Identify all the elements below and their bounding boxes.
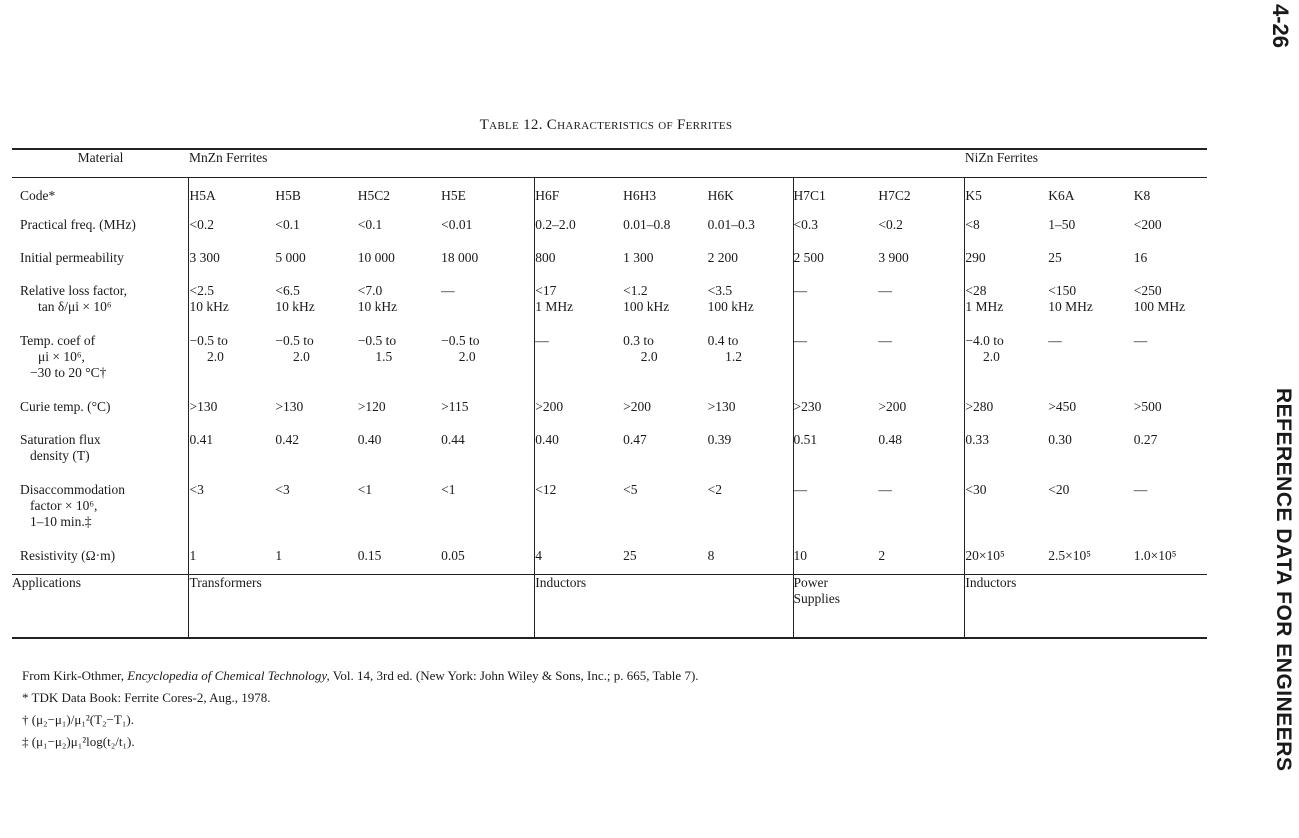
cell-freq-col5: [535, 211, 623, 244]
cell-loss-col9: [878, 277, 964, 327]
cell-tempcoef-col4: [441, 327, 535, 393]
cell-loss-col8: —: [793, 282, 807, 298]
cell-loss-col2: [275, 277, 357, 327]
row-label-loss-line2: tan δ/μi × 10⁶: [38, 298, 112, 314]
running-side-title: REFERENCE DATA FOR ENGINEERS: [1272, 388, 1295, 772]
cell-code-col2: H5B: [275, 188, 301, 203]
cell-curie-col4: >115: [441, 398, 469, 414]
cell-tempcoef-col7-line2: 1.2: [725, 348, 743, 364]
cell-freq-col4: [441, 211, 535, 244]
table-title: [0, 117, 1212, 134]
cell-curie-col11: [1048, 393, 1133, 426]
cell-perm-col11: 25: [1048, 249, 1062, 265]
cell-perm-col11: [1048, 244, 1133, 277]
row-label-tempcoef: [12, 327, 189, 393]
cell-loss-col10-line2: 1 MHz: [965, 298, 1004, 314]
cell-resist-col10: [965, 542, 1048, 575]
ferrite-characteristics-table: [12, 148, 1207, 639]
cell-curie-col5: >200: [535, 398, 564, 414]
row-label-satflux: [12, 426, 189, 476]
cell-curie-col3: [358, 393, 441, 426]
row-loss: [12, 277, 1207, 327]
row-label-freq: [12, 211, 189, 244]
cell-resist-col11: 2.5×10⁵: [1048, 547, 1091, 563]
row-label-resist-line1: Resistivity (Ω·m): [20, 547, 116, 563]
cell-resist-col6: 25: [623, 547, 637, 563]
cell-code-col4: H5E: [441, 188, 466, 203]
cell-freq-col12: [1134, 211, 1207, 244]
cell-code-col1: H5A: [189, 188, 216, 203]
cell-perm-col4: [441, 244, 535, 277]
cell-tempcoef-col8: [793, 327, 878, 393]
cell-freq-col7: [708, 211, 793, 244]
cell-curie-col4: [441, 393, 535, 426]
row-label-perm: [12, 244, 189, 277]
source-suffix: Vol. 14, 3rd ed. (New York: John Wiley & Sons, Inc.; p. 665, Table 7).: [329, 668, 699, 683]
cell-freq-col11: [1048, 211, 1133, 244]
cell-code-col4: [441, 178, 535, 211]
applications-inductors-nizn: Inductors: [965, 575, 1207, 639]
cell-resist-col2: 1: [275, 547, 283, 563]
cell-code-col12: K8: [1133, 188, 1151, 203]
cell-disacc-col11: [1048, 476, 1133, 542]
cell-disacc-col12: —: [1133, 481, 1148, 497]
cell-tempcoef-col10: [965, 327, 1048, 393]
cell-loss-col5: <17: [535, 282, 557, 298]
cell-loss-col12: [1134, 277, 1207, 327]
cell-code-col2: [275, 178, 357, 211]
cell-disacc-col10: [965, 476, 1048, 542]
footnote-star: * TDK Data Book: Ferrite Cores-2, Aug., 1978.: [22, 690, 271, 705]
cell-freq-col1: <0.2: [189, 216, 214, 232]
cell-disacc-col4: <1: [441, 481, 456, 497]
cell-code-col12: [1134, 178, 1207, 211]
cell-disacc-col6: <5: [623, 481, 638, 497]
cell-perm-col2: [275, 244, 357, 277]
cell-perm-col5: 800: [535, 249, 556, 265]
row-label-loss-line1: Relative loss factor,: [20, 282, 128, 298]
row-label-curie: [12, 393, 189, 426]
cell-freq-col3: [358, 211, 441, 244]
footnote-source: [22, 665, 699, 687]
cell-satflux-col5: 0.40: [535, 431, 559, 447]
cell-tempcoef-col6: 0.3 to: [623, 332, 654, 348]
row-freq: [12, 211, 1207, 244]
cell-code-col3: [358, 178, 441, 211]
cell-code-col3: H5C2: [357, 188, 391, 203]
cell-loss-col9: —: [878, 282, 892, 298]
cell-tempcoef-col3: −0.5 to: [357, 332, 397, 348]
cell-resist-col9: [878, 542, 964, 575]
row-resist: [12, 542, 1207, 575]
cell-code-col5: H6F: [535, 188, 560, 203]
cell-satflux-col3: [358, 426, 441, 476]
cell-freq-col8: [793, 211, 878, 244]
cell-resist-col7: [708, 542, 793, 575]
row-label-code-line1: Code*: [20, 188, 56, 203]
cell-perm-col3: 10 000: [357, 249, 395, 265]
cell-resist-col5: [535, 542, 623, 575]
applications-label: Applications: [12, 575, 189, 639]
cell-curie-col8: >230: [793, 398, 822, 414]
cell-freq-col2: [275, 211, 357, 244]
cell-resist-col5: 4: [535, 547, 542, 563]
cell-tempcoef-col5: [535, 327, 623, 393]
cell-perm-col12: [1134, 244, 1207, 277]
cell-resist-col4: [441, 542, 535, 575]
cell-satflux-col10: 0.33: [965, 431, 990, 447]
cell-curie-col2: >130: [275, 398, 304, 414]
cell-tempcoef-col7: [708, 327, 793, 393]
cell-loss-col6: <1.2: [623, 282, 648, 298]
cell-loss-col1: [189, 277, 275, 327]
cell-tempcoef-col2: −0.5 to: [275, 332, 314, 348]
row-perm: [12, 244, 1207, 277]
cell-satflux-col11: [1048, 426, 1133, 476]
cell-satflux-col7: 0.39: [707, 431, 732, 447]
cell-freq-col12: <200: [1133, 216, 1162, 232]
cell-tempcoef-col10: −4.0 to: [965, 332, 1004, 348]
cell-curie-col10: >280: [965, 398, 994, 414]
row-label-disacc-line3: 1–10 min.‡: [30, 513, 92, 529]
cell-loss-col2-line2: 10 kHz: [275, 298, 315, 314]
cell-loss-col11-line2: 10 MHz: [1048, 298, 1093, 314]
cell-perm-col1: 3 300: [189, 249, 220, 265]
cell-satflux-col1: 0.41: [189, 431, 214, 447]
header-nizn-ferrites: NiZn Ferrites: [965, 149, 1207, 178]
row-label-curie-line1: Curie temp. (°C): [20, 398, 111, 414]
cell-disacc-col2: [275, 476, 357, 542]
cell-resist-col12: 1.0×10⁵: [1133, 547, 1177, 563]
cell-curie-col9: [878, 393, 964, 426]
cell-loss-col2: <6.5: [275, 282, 300, 298]
cell-code-col8: [793, 178, 878, 211]
row-label-satflux-line2: density (T): [30, 447, 90, 463]
cell-loss-col11: [1048, 277, 1133, 327]
cell-satflux-col3: 0.40: [357, 431, 382, 447]
row-label-disacc-line2: factor × 10⁶,: [30, 497, 98, 513]
cell-tempcoef-col3: [358, 327, 441, 393]
cell-perm-col9: [878, 244, 964, 277]
cell-perm-col3: [358, 244, 441, 277]
table-title-text: Table 12. Characteristics of Ferrites: [479, 117, 733, 133]
cell-code-col9: H7C2: [878, 188, 911, 203]
cell-freq-col5: 0.2–2.0: [535, 216, 576, 232]
row-code: [12, 178, 1207, 211]
cell-loss-col1: <2.5: [189, 282, 214, 298]
cell-resist-col1: [189, 542, 275, 575]
cell-code-col8: H7C1: [793, 188, 826, 203]
cell-loss-col8: [793, 277, 878, 327]
cell-satflux-col11: 0.30: [1048, 431, 1072, 447]
cell-code-col1: [189, 178, 275, 211]
cell-perm-col8: [793, 244, 878, 277]
cell-perm-col9: 3 900: [878, 249, 909, 265]
cell-resist-col10: 20×10⁵: [965, 547, 1005, 563]
footnotes: [22, 665, 699, 753]
cell-resist-col12: [1134, 542, 1207, 575]
cell-curie-col6: >200: [623, 398, 652, 414]
cell-tempcoef-col10-line2: 2.0: [982, 348, 1000, 364]
cell-freq-col8: <0.3: [793, 216, 818, 232]
cell-disacc-col7: <2: [707, 481, 722, 497]
cell-freq-col10: [965, 211, 1048, 244]
cell-disacc-col11: <20: [1048, 481, 1070, 497]
header-material: Material: [12, 149, 189, 178]
applications-transformers: Transformers: [189, 575, 535, 639]
cell-curie-col1: >130: [189, 398, 218, 414]
page-number: 4-26: [1268, 4, 1293, 49]
cell-code-col6: [623, 178, 707, 211]
cell-curie-col10: [965, 393, 1048, 426]
row-label-disacc-line1: Disaccommodation: [20, 481, 125, 497]
cell-curie-col12: [1134, 393, 1207, 426]
cell-loss-col1-line2: 10 kHz: [189, 298, 229, 314]
cell-tempcoef-col1: −0.5 to: [189, 332, 228, 348]
cell-resist-col3: 0.15: [357, 547, 382, 563]
cell-tempcoef-col1: [189, 327, 275, 393]
cell-tempcoef-col2-line2: 2.0: [292, 348, 310, 364]
cell-code-col11: K6A: [1048, 188, 1075, 203]
cell-perm-col2: 5 000: [275, 249, 306, 265]
cell-curie-col6: [623, 393, 707, 426]
cell-perm-col4: 18 000: [441, 249, 479, 265]
cell-tempcoef-col2: [275, 327, 357, 393]
cell-loss-col3: <7.0: [357, 282, 383, 298]
row-label-resist: [12, 542, 189, 575]
cell-curie-col5: [535, 393, 623, 426]
cell-disacc-col4: [441, 476, 535, 542]
cell-satflux-col2: 0.42: [275, 431, 300, 447]
table-body: [12, 178, 1207, 575]
cell-resist-col3: [358, 542, 441, 575]
applications-power-supplies: [793, 575, 965, 639]
cell-loss-col7: <3.5: [707, 282, 733, 298]
cell-satflux-col10: [965, 426, 1048, 476]
cell-disacc-col8: [793, 476, 878, 542]
cell-curie-col2: [275, 393, 357, 426]
cell-curie-col7: >130: [707, 398, 736, 414]
row-disacc: [12, 476, 1207, 542]
cell-tempcoef-col11: —: [1048, 332, 1062, 348]
cell-perm-col1: [189, 244, 275, 277]
cell-tempcoef-col11: [1048, 327, 1133, 393]
cell-curie-col11: >450: [1048, 398, 1077, 414]
source-title: Encyclopedia of Chemical Technology,: [127, 668, 330, 683]
cell-tempcoef-col12: [1134, 327, 1207, 393]
cell-disacc-col6: [623, 476, 707, 542]
cell-loss-col5-line2: 1 MHz: [535, 298, 574, 314]
cell-curie-col12: >500: [1133, 398, 1162, 414]
cell-satflux-col9: [878, 426, 964, 476]
cell-code-col10: [965, 178, 1048, 211]
cell-disacc-col7: [708, 476, 793, 542]
cell-code-col6: H6H3: [623, 188, 657, 203]
cell-disacc-col5: <12: [535, 481, 557, 497]
cell-resist-col9: 2: [878, 547, 886, 563]
row-label-perm-line1: Initial permeability: [20, 249, 124, 265]
source-prefix: From Kirk-Othmer,: [22, 668, 128, 683]
cell-code-col11: [1048, 178, 1133, 211]
cell-code-col7: H6K: [707, 188, 734, 203]
cell-tempcoef-col1-line2: 2.0: [207, 348, 224, 364]
cell-perm-col10: [965, 244, 1048, 277]
cell-freq-col1: [189, 211, 275, 244]
row-satflux: [12, 426, 1207, 476]
row-label-freq-line1: Practical freq. (MHz): [20, 216, 136, 232]
row-label-tempcoef-line1: Temp. coef of: [20, 332, 96, 348]
cell-resist-col1: 1: [189, 547, 197, 563]
cell-satflux-col8: 0.51: [793, 431, 818, 447]
row-label-disacc: [12, 476, 189, 542]
row-label-satflux-line1: Saturation flux: [20, 431, 101, 447]
cell-perm-col5: [535, 244, 623, 277]
cell-perm-col6: 1 300: [623, 249, 654, 265]
cell-perm-col12: 16: [1133, 249, 1148, 265]
cell-loss-col10: <28: [965, 282, 987, 298]
cell-perm-col6: [623, 244, 707, 277]
cell-satflux-col7: [708, 426, 793, 476]
cell-freq-col9: [878, 211, 964, 244]
cell-disacc-col1: [189, 476, 275, 542]
cell-freq-col11: 1–50: [1048, 216, 1076, 232]
cell-satflux-col5: [535, 426, 623, 476]
cell-loss-col12-line2: 100 MHz: [1133, 298, 1186, 314]
header-mnzn-ferrites: MnZn Ferrites: [189, 149, 965, 178]
cell-loss-col12: <250: [1133, 282, 1162, 298]
cell-resist-col2: [275, 542, 357, 575]
row-tempcoef: [12, 327, 1207, 393]
cell-disacc-col10: <30: [965, 481, 987, 497]
cell-freq-col6: 0.01–0.8: [623, 216, 671, 232]
cell-tempcoef-col8: —: [793, 332, 807, 348]
cell-perm-col10: 290: [965, 249, 986, 265]
row-label-tempcoef-line2: μi × 10⁶,: [38, 348, 85, 364]
row-label-tempcoef-line3: −30 to 20 °C†: [30, 364, 107, 380]
cell-loss-col11: <150: [1048, 282, 1077, 298]
cell-code-col5: [535, 178, 623, 211]
cell-loss-col6-line2: 100 kHz: [623, 298, 670, 314]
cell-satflux-col4: [441, 426, 535, 476]
cell-resist-col4: 0.05: [441, 547, 465, 563]
row-curie: [12, 393, 1207, 426]
cell-freq-col6: [623, 211, 707, 244]
cell-code-col7: [708, 178, 793, 211]
cell-curie-col7: [708, 393, 793, 426]
cell-satflux-col6: 0.47: [623, 431, 647, 447]
cell-perm-col7: [708, 244, 793, 277]
row-label-loss: [12, 277, 189, 327]
cell-disacc-col9: —: [878, 481, 892, 497]
cell-satflux-col12: 0.27: [1133, 431, 1158, 447]
cell-resist-col8: [793, 542, 878, 575]
cell-tempcoef-col4: −0.5 to: [441, 332, 480, 348]
cell-tempcoef-col3-line2: 1.5: [375, 348, 393, 364]
cell-resist-col8: 10: [793, 547, 807, 563]
cell-curie-col3: >120: [357, 398, 386, 414]
cell-freq-col2: <0.1: [275, 216, 300, 232]
cell-curie-col1: [189, 393, 275, 426]
cell-freq-col9: <0.2: [878, 216, 903, 232]
applications-power-line2: Supplies: [793, 591, 841, 606]
cell-loss-col5: [535, 277, 623, 327]
cell-satflux-col1: [189, 426, 275, 476]
cell-loss-col7: [708, 277, 793, 327]
cell-disacc-col9: [878, 476, 964, 542]
cell-tempcoef-col9: [878, 327, 964, 393]
cell-perm-col7: 2 200: [707, 249, 738, 265]
table-header-row: [12, 149, 1207, 178]
cell-loss-col7-line2: 100 kHz: [707, 298, 754, 314]
cell-tempcoef-col4-line2: 2.0: [458, 348, 476, 364]
applications-inductors-mnzn: Inductors: [535, 575, 793, 639]
cell-code-col9: [878, 178, 964, 211]
cell-loss-col4: [441, 277, 535, 327]
cell-tempcoef-col6-line2: 2.0: [640, 348, 658, 364]
row-label-code: [12, 178, 189, 211]
cell-loss-col6: [623, 277, 707, 327]
cell-resist-col11: [1048, 542, 1133, 575]
cell-resist-col6: [623, 542, 707, 575]
cell-code-col10: K5: [965, 188, 982, 203]
cell-disacc-col3: [358, 476, 441, 542]
footnote-dagger: † (μ₂−μ₁)/μ₁²(T₂−T₁).: [22, 712, 134, 727]
cell-freq-col7: 0.01–0.3: [707, 216, 755, 232]
cell-loss-col3: [358, 277, 441, 327]
cell-disacc-col1: <3: [189, 481, 204, 497]
cell-satflux-col4: 0.44: [441, 431, 465, 447]
cell-disacc-col5: [535, 476, 623, 542]
cell-satflux-col9: 0.48: [878, 431, 903, 447]
cell-satflux-col2: [275, 426, 357, 476]
cell-curie-col9: >200: [878, 398, 907, 414]
cell-tempcoef-col12: —: [1133, 332, 1148, 348]
cell-satflux-col6: [623, 426, 707, 476]
cell-resist-col7: 8: [707, 547, 715, 563]
applications-power-line1: Power: [793, 575, 828, 590]
cell-curie-col8: [793, 393, 878, 426]
cell-freq-col10: <8: [965, 216, 980, 232]
cell-perm-col8: 2 500: [793, 249, 824, 265]
cell-disacc-col12: [1134, 476, 1207, 542]
cell-satflux-col8: [793, 426, 878, 476]
cell-disacc-col8: —: [793, 481, 807, 497]
cell-tempcoef-col9: —: [878, 332, 892, 348]
cell-satflux-col12: [1134, 426, 1207, 476]
cell-tempcoef-col5: —: [535, 332, 549, 348]
applications-row: [12, 575, 1207, 639]
cell-loss-col10: [965, 277, 1048, 327]
cell-tempcoef-col6: [623, 327, 707, 393]
cell-freq-col3: <0.1: [357, 216, 383, 232]
cell-loss-col3-line2: 10 kHz: [357, 298, 398, 314]
cell-loss-col4: —: [441, 282, 455, 298]
footnote-ddagger: ‡ (μ₁−μ₂)μ₁²log(t₂/t₁).: [22, 734, 135, 749]
cell-tempcoef-col7: 0.4 to: [707, 332, 739, 348]
cell-freq-col4: <0.01: [441, 216, 473, 232]
cell-disacc-col2: <3: [275, 481, 290, 497]
cell-disacc-col3: <1: [357, 481, 373, 497]
